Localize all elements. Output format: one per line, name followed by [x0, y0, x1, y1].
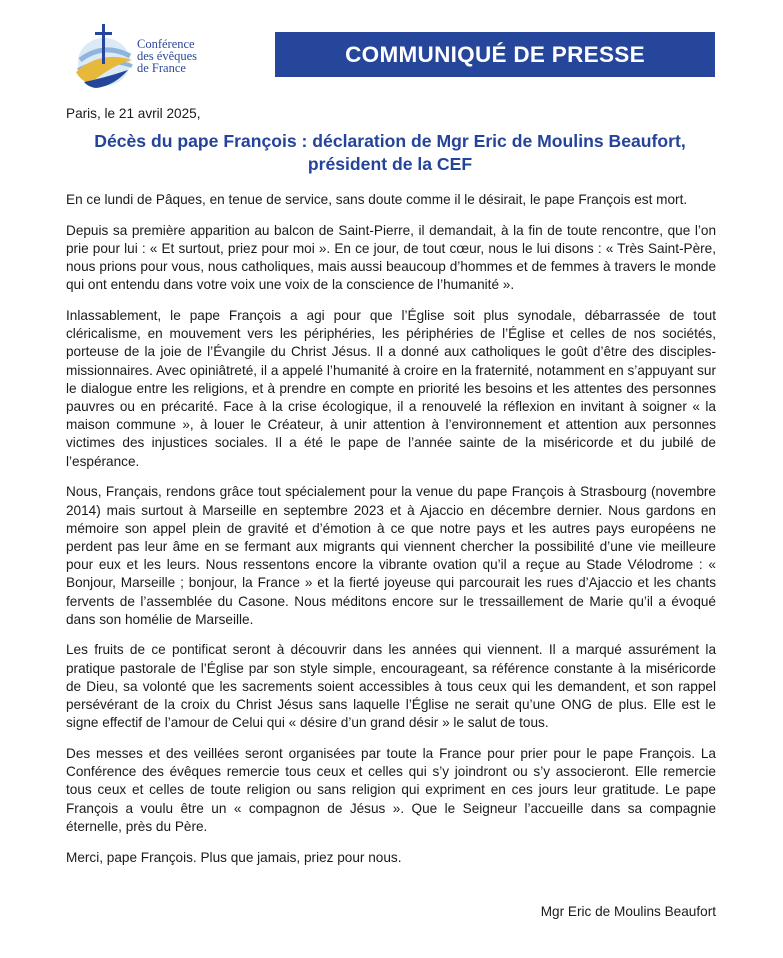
body-paragraph: Inlassablement, le pape François a agi pour que l’Église soit plus synodale, débarrassée de tout cléricalisme, en mouvement vers les périphéries, les périphéries de l’Église et celles de nos sociétés, porteuse de la joie de l’Évangile du Christ Jésus. Il a donné aux catholiques le goût d’être des disciples-missionnaires. Avec opiniâtreté, il a appelé l’humanité à croire en la fraternité, notamment en s’appuyant sur le dialogue entre les religions, et à prendre en compte en priorité les besoins et les attentes des personnes pauvres ou en précarité. Face à la crise écologique, il a renouvelé la réflexion en invitant à soigner « la maison commune », à louer le Créateur, à unir attention à l’environnement et attention aux personnes victimes des injustices sociales. Il a été le pape de l’année sainte de la miséricorde et du jubilé de l’espérance. — [66, 308, 716, 469]
document-body — [66, 191, 716, 879]
body-paragraph: Merci, pape François. Plus que jamais, priez pour nous. — [66, 849, 402, 865]
dateline: Paris, le 21 avril 2025, — [66, 106, 201, 121]
body-paragraph: Les fruits de ce pontificat seront à découvrir dans les années qui viennent. Il a marqué assurément la pratique pastorale de l’Église par son style simple, encourageant, sa référence constante à la miséricorde de Dieu, sa volonté que les sacrements soient accessibles à tous ceux qui les demandent, et son rappel persévérant de la croix du Christ Jésus sans laquelle l’Église ne serait qu’une ONG de plus. Elle est le signe effectif de l’amour de Celui qui « désire d’un grand désir » le salut de tous. — [66, 642, 716, 731]
logo-line: de France — [137, 61, 186, 75]
title-line-2: président de la CEF — [307, 154, 473, 174]
title-line-1: Décès du pape François : déclaration de Mgr Eric de Moulins Beaufort, — [94, 131, 686, 151]
body-paragraph: Nous, Français, rendons grâce tout spécialement pour la venue du pape François à Strasbourg (novembre 2014) mais surtout à Marseille en septembre 2023 et à Ajaccio en décembre dernier. Nous gardons en mémoire son appel plein de gravité et d’émotion à ce que notre pays et les autres pays européens ne perdent pas leur âme en se fermant aux migrants qui viennent chercher la possibilité d’une vie meilleure pour eux et les leurs. Nous ressentons encore la vibrante ovation qu’il a reçue au Stade Vélodrome : « Bonjour, Marseille ; bonjour, la France » et la fierté joyeuse qui parcourait les rues d’Ajaccio et les chants fervents de l’assemblée du Casone. Nous méditons encore sur le tressaillement de Marie qu’il a évoqué dans son homélie de Marseille. — [66, 484, 716, 627]
body-paragraph: En ce lundi de Pâques, en tenue de service, sans doute comme il le désirait, le pape François est mort. — [66, 192, 688, 207]
logo-wordmark — [137, 38, 197, 74]
logo-line: Conférence — [137, 37, 195, 51]
body-paragraph: Depuis sa première apparition au balcon de Saint-Pierre, il demandait, à la fin de toute rencontre, que l’on prie pour lui : « Et surtout, priez pour moi ». En ce jour, de tout cœur, nous le lui disons : « Très Saint-Père, nous prions pour vous, nous catholiques, mais aussi beaucoup d’hommes et de femmes à travers le monde qui ont entendu dans votre voix une voix de la conscience de l’humanité ». — [66, 222, 716, 293]
logo-line: des évêques — [137, 49, 198, 63]
signature: Mgr Eric de Moulins Beaufort — [540, 904, 716, 919]
document-title — [60, 130, 720, 176]
cef-logo — [70, 20, 285, 96]
press-release-banner: COMMUNIQUÉ DE PRESSE — [275, 32, 715, 77]
cef-cross-globe-icon — [70, 20, 136, 96]
body-paragraph: Des messes et des veillées seront organisées par toute la France pour prier pour le pape François. La Conférence des évêques remercie tous ceux et celles qui s’y joindront ou s’y associeront. Elle remercie tous ceux et celles de toute religion ou sans religion qui expriment en ces jours leur gratitude. Le pape François a voulu être un « compagnon de Jésus ». Que le Seigneur l’accueille dans sa compagnie éternelle, près du Père. — [66, 745, 716, 834]
